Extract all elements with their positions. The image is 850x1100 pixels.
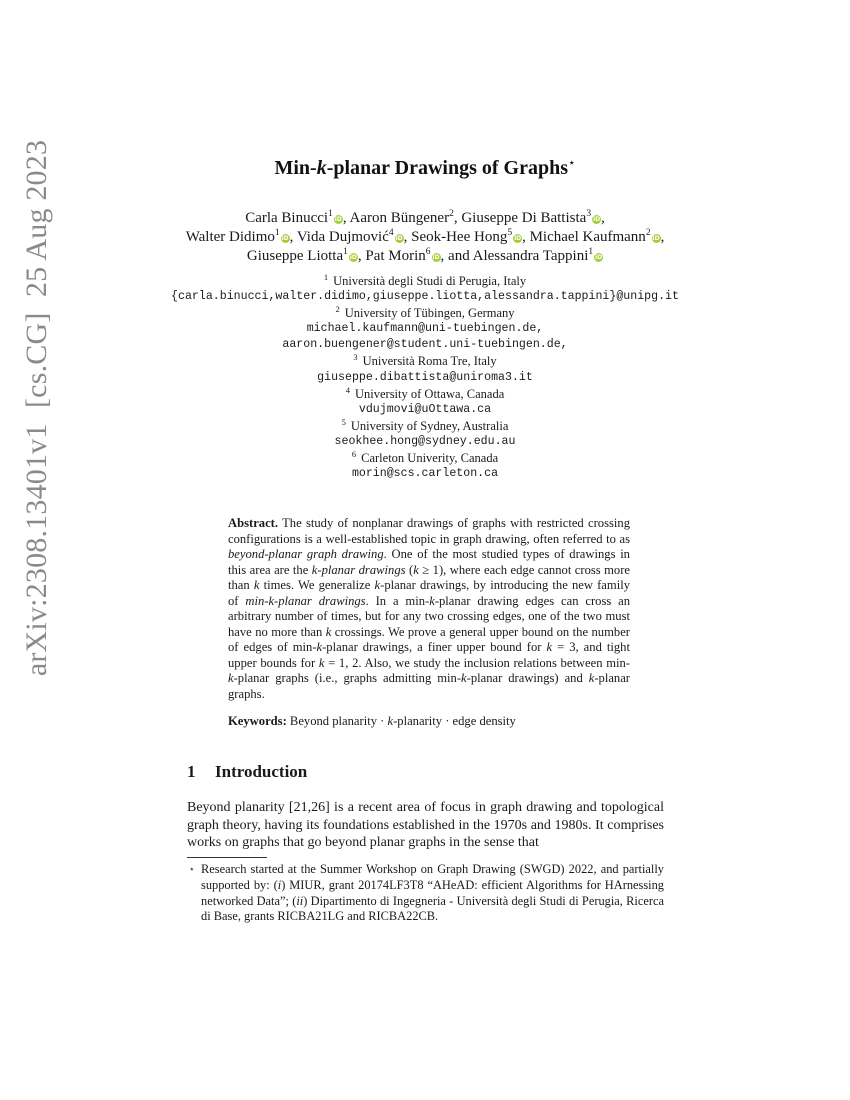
text-run: i (277, 877, 282, 892)
footnote-text (201, 862, 664, 925)
affiliation-name: University of Ottawa, Canada (354, 386, 505, 401)
text-run: k (588, 671, 595, 685)
section-title: Introduction (215, 762, 308, 781)
author-line (0, 247, 850, 266)
author-affiliation-number: 1 (328, 209, 333, 219)
author-separator: , (601, 210, 605, 226)
text-run: -planarity · edge density (393, 714, 516, 728)
text-run: k (413, 562, 419, 577)
author-separator: , (289, 229, 297, 245)
abstract-paragraph (228, 516, 630, 702)
author-name: Aaron Büngener (349, 210, 450, 226)
footnote (187, 862, 664, 925)
author (245, 210, 343, 226)
text-run: k (325, 624, 332, 639)
author-separator: , (403, 229, 412, 245)
orcid-icon[interactable]: iD (281, 235, 289, 242)
affiliation-email[interactable]: seokhee.hong@sydney.edu.au (334, 434, 516, 448)
affiliation-name: Università Roma Tre, Italy (362, 354, 497, 369)
author-separator: , (453, 210, 462, 226)
orcid-icon[interactable]: iD (652, 235, 660, 242)
text-run: k (318, 655, 325, 670)
author-affiliation-number: 3 (586, 209, 592, 219)
affiliation-email[interactable]: vdujmovi@uOttawa.ca (358, 402, 492, 416)
author-line (0, 228, 850, 247)
paper-title (0, 155, 850, 181)
section-heading (187, 762, 307, 782)
affiliation (0, 273, 850, 289)
text-run: beyond-planar graph drawing (228, 547, 384, 561)
text-run: -planar drawings, a finer upper bound for (322, 640, 547, 654)
text-run: -planar drawing edges can cross an arbitrary number of times, but for any two crossing edges, one of the two must have no more than (228, 593, 631, 639)
affiliation (0, 418, 850, 434)
affiliation-number: 4 (345, 384, 350, 395)
text-run: ≥ 1), where each edge cannot cross more than (228, 562, 631, 592)
text-run: k (546, 640, 553, 654)
footnote-mark: ⋆ (189, 864, 195, 874)
abstract (228, 516, 630, 730)
text-run: times. We generalize (259, 578, 375, 592)
author-name: Carla Binucci (245, 210, 329, 226)
text-run: crossings. We prove a general upper bound on the number of edges of min- (228, 624, 630, 654)
author (297, 229, 404, 245)
author-list (0, 209, 850, 266)
orcid-icon[interactable]: iD (432, 254, 440, 261)
affiliation-name: Università degli Studi di Perugia, Italy (333, 274, 527, 288)
affiliation-email[interactable]: aaron.buengener@student.uni-tuebingen.de, (282, 338, 568, 352)
affiliation-email[interactable]: morin@scs.carleton.ca (351, 467, 499, 481)
affiliation-name: University of Sydney, Australia (350, 418, 509, 433)
affiliation-email[interactable]: {carla.binucci,walter.didimo,giuseppe.liotta,alessandra.tappini}@unipg.it (171, 290, 679, 304)
author-separator: , (522, 229, 530, 245)
author-name: Giuseppe Liotta (246, 248, 344, 264)
author-line (0, 209, 850, 228)
text-run: -planar drawings, by introducing the new family of (228, 578, 630, 608)
author-affiliation-number: 6 (425, 247, 431, 257)
author (247, 248, 358, 264)
affiliation-email[interactable]: giuseppe.dibattista@uniroma3.it (317, 370, 533, 384)
text-run: . One of the most studied types of drawings in this area are the (228, 547, 630, 577)
author-name: Michael Kaufmann (529, 229, 646, 245)
orcid-icon[interactable]: iD (395, 235, 403, 242)
text-run: -planar graphs (i.e., graphs admitting min- (233, 671, 462, 685)
orcid-icon[interactable]: iD (349, 254, 357, 261)
author-affiliation-number: 1 (588, 247, 594, 257)
text-run: . In a min- (365, 593, 430, 608)
keywords-label: Keywords: (228, 714, 287, 728)
affiliation (0, 305, 850, 321)
orcid-icon[interactable]: iD (514, 235, 522, 242)
author-name: Giuseppe Di Battista (461, 210, 587, 226)
author (530, 229, 661, 245)
author-affiliation-number: 1 (343, 247, 348, 257)
affiliation-list (0, 273, 850, 482)
abstract-label: Abstract. (228, 516, 279, 530)
author (365, 248, 440, 264)
orcid-icon[interactable]: iD (593, 216, 601, 223)
text-run: -planar graphs. (228, 671, 630, 701)
text-run: k (461, 671, 467, 685)
text-run: Research started at the Summer Workshop on Graph Drawing (SWGD) 2022, and partially supported by: ( (201, 862, 664, 892)
author-name: Vida Dujmović (296, 229, 389, 245)
section-number: 1 (187, 762, 196, 781)
author (473, 248, 603, 264)
text-run: ii (296, 893, 304, 908)
affiliation (0, 353, 850, 369)
affiliation (0, 386, 850, 402)
title-prefix: Min- (274, 157, 317, 179)
text-run: ) MIUR, grant 20174LF3T8 “AHeAD: efficient Algorithms for HArnessing networked Data”; ( (201, 877, 664, 908)
text-run: k (253, 578, 260, 592)
text-run: k (228, 671, 234, 685)
text-run: k (374, 578, 381, 592)
intro-paragraph: Beyond planarity [21,26] is a recent area of focus in graph drawing and topological graph theory, having its foundations established in the 1970s and 1980s. It comprises works on graphs that go beyond planar graphs in the sense that (187, 800, 664, 851)
author-separator: , (660, 229, 665, 245)
affiliation-email[interactable]: michael.kaufmann@uni-tuebingen.de, (306, 322, 544, 336)
affiliation-number: 3 (353, 352, 358, 363)
author-affiliation-number: 1 (274, 228, 280, 238)
author-affiliation-number: 5 (507, 228, 513, 238)
author (186, 229, 290, 245)
author-name: Walter Didimo (185, 229, 275, 245)
text-run: = 3, and tight upper bounds for (228, 640, 630, 670)
orcid-icon[interactable]: iD (595, 254, 603, 261)
text-run: k (316, 640, 323, 654)
affiliation-number: 5 (341, 416, 346, 427)
affiliation-name: Carleton Univerity, Canada (361, 451, 499, 466)
author-separator: , (357, 248, 366, 264)
author-affiliation-number: 2 (449, 209, 454, 219)
keywords-paragraph (228, 714, 630, 730)
author-name: Alessandra Tappini (472, 248, 589, 264)
author (461, 210, 601, 226)
intro-body (187, 799, 664, 852)
title-suffix: -planar Drawings of Graphs (326, 157, 569, 179)
author-affiliation-number: 4 (388, 228, 394, 238)
author (350, 210, 454, 226)
arxiv-identifier[interactable]: arXiv:2308.13401v1 [cs.CG] 25 Aug 2023 (20, 139, 53, 677)
text-run: ) Dipartimento di Ingegneria - Università degli Studi di Perugia, Ricerca di Base, grants RICBA21LG and RICBA22CB. (201, 893, 664, 924)
title-k: k (316, 157, 327, 179)
affiliation-name: University of Tübingen, Germany (344, 306, 515, 321)
author-name: Seok-Hee Hong (411, 229, 508, 245)
footnote-rule (187, 857, 267, 858)
affiliation-number: 2 (335, 304, 340, 315)
author (411, 229, 522, 245)
text-run: ( (405, 562, 414, 577)
affiliation (0, 450, 850, 466)
author-name: Pat Morin (365, 248, 426, 264)
text-run: -planar drawings) and (466, 671, 589, 685)
text-run: k-planar drawings (311, 562, 406, 577)
text-run: Beyond planarity · (286, 714, 388, 728)
text-run: k (387, 714, 394, 728)
orcid-icon[interactable]: iD (334, 216, 342, 223)
affiliation-number: 1 (323, 271, 329, 282)
author-separator: , (342, 210, 350, 226)
affiliation-number: 6 (351, 448, 357, 459)
text-run: min-k-planar drawings (245, 593, 366, 608)
text-run: The study of nonplanar drawings of graphs with restricted crossing configurations is a well-established topic in graph drawing, often referred to as (228, 516, 630, 546)
author-separator: , and (440, 248, 473, 264)
author-affiliation-number: 2 (645, 228, 651, 238)
text-run: k (429, 593, 435, 608)
text-run: = 1, 2. Also, we study the inclusion relations between min- (324, 655, 630, 670)
title-footnote-mark: ⋆ (568, 155, 576, 170)
